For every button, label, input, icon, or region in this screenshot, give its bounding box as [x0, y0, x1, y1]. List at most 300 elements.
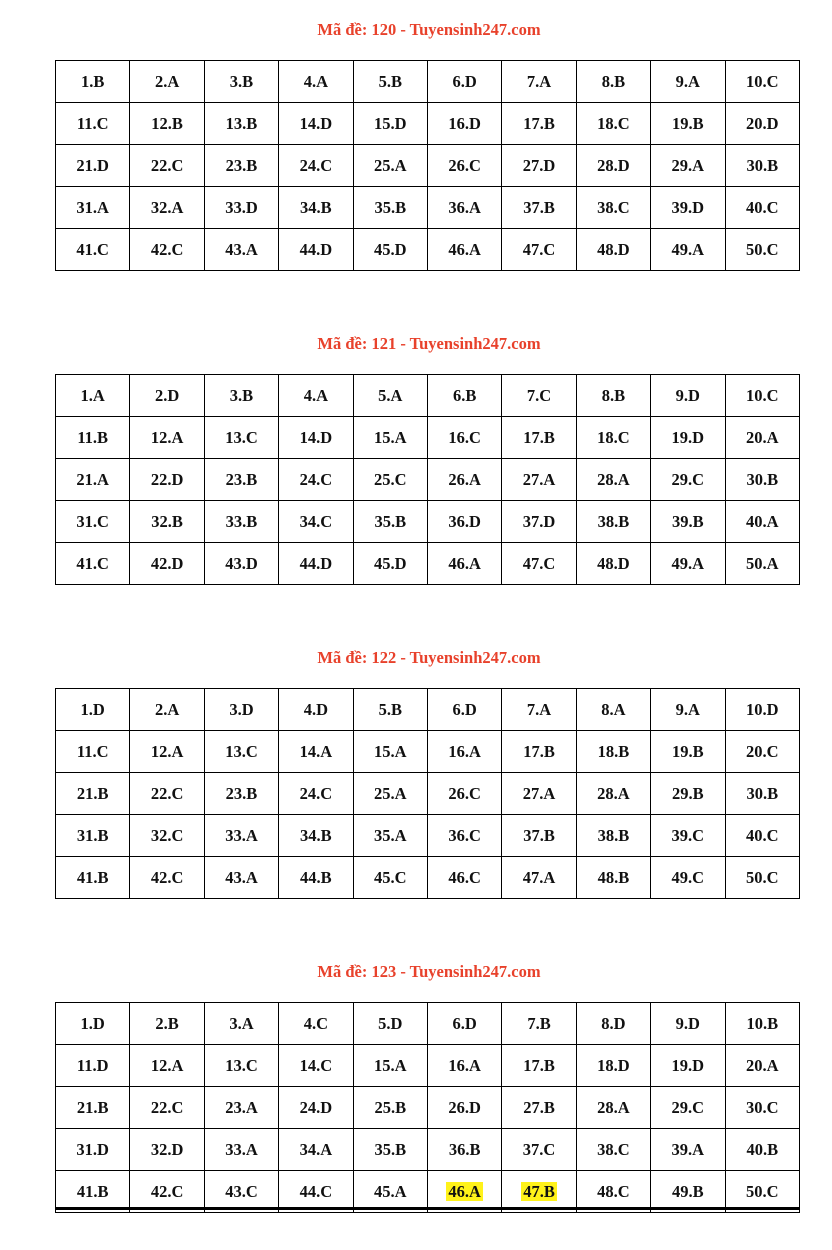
answer-text: 3.B: [229, 71, 254, 91]
answer-text: 47.A: [522, 867, 556, 887]
answer-text: 22.D: [150, 469, 184, 489]
answer-text: 21.A: [76, 469, 109, 489]
answer-text: 36.B: [448, 1139, 481, 1159]
answer-text: 15.A: [373, 1055, 407, 1075]
answer-text: 28.A: [597, 1097, 630, 1117]
answer-cell: [353, 145, 427, 187]
answer-text: 44.C: [299, 1181, 333, 1201]
answer-cell: [279, 375, 353, 417]
exam-title: Mã đề: 121 - Tuyensinh247.com: [317, 334, 541, 353]
answer-text: 2.A: [154, 699, 180, 719]
answer-cell: [279, 689, 353, 731]
answer-cell: [279, 1003, 353, 1045]
answer-table: [55, 374, 800, 585]
answer-text: 24.C: [299, 469, 333, 489]
answer-cell: [576, 1087, 650, 1129]
answer-text: 50.C: [745, 1181, 779, 1201]
answer-cell: [725, 731, 799, 773]
answer-text: 34.B: [300, 197, 332, 217]
answer-text: 18.D: [597, 1055, 630, 1075]
answer-text: 16.A: [448, 741, 481, 761]
answer-cell: [576, 731, 650, 773]
answer-cell: [427, 187, 501, 229]
answer-text: 27.B: [523, 1097, 555, 1117]
answer-cell: [130, 375, 204, 417]
page-bottom-rule: [55, 1207, 800, 1210]
answer-row: [56, 815, 800, 857]
answer-text: 6.D: [452, 699, 477, 719]
answer-text: 43.A: [225, 867, 258, 887]
answer-cell: [130, 689, 204, 731]
answer-text: 39.A: [671, 1139, 705, 1159]
answer-cell: [56, 459, 130, 501]
answer-cell: [56, 187, 130, 229]
answer-text: 29.C: [671, 469, 705, 489]
answer-text: 48.C: [597, 1181, 630, 1201]
answer-cell: [651, 1045, 725, 1087]
answer-cell: [130, 103, 204, 145]
answer-cell: [725, 103, 799, 145]
answer-text: 35.B: [374, 197, 407, 217]
answer-cell: [427, 417, 501, 459]
answer-cell: [576, 773, 650, 815]
answer-cell: [576, 145, 650, 187]
answer-cell: [56, 1003, 130, 1045]
answer-row: [56, 1129, 800, 1171]
answer-cell: [576, 1045, 650, 1087]
answer-cell: [576, 103, 650, 145]
answer-cell: [651, 459, 725, 501]
answer-text: 22.C: [150, 1097, 184, 1117]
answer-cell: [204, 229, 278, 271]
answer-table: [55, 60, 800, 271]
answer-cell: [725, 689, 799, 731]
answer-cell: [725, 501, 799, 543]
answer-cell: [353, 1129, 427, 1171]
answer-cell: [427, 689, 501, 731]
answer-text: 7.C: [526, 385, 552, 405]
answer-text: 16.A: [448, 1055, 481, 1075]
answer-cell: [353, 1087, 427, 1129]
answer-text: 31.D: [76, 1139, 109, 1159]
answer-cell: [130, 815, 204, 857]
answer-text: 13.C: [225, 427, 258, 447]
answer-cell: [651, 61, 725, 103]
answer-text: 29.B: [672, 783, 704, 803]
answer-text: 19.D: [671, 427, 705, 447]
answer-cell: [130, 543, 204, 585]
answer-text: 26.C: [448, 155, 481, 175]
answer-cell: [651, 1087, 725, 1129]
answer-text: 11.C: [76, 741, 109, 761]
answer-text: 45.A: [373, 1181, 407, 1201]
answer-text: 16.C: [448, 427, 481, 447]
answer-text: 4.A: [303, 385, 329, 405]
answer-text: 44.B: [300, 867, 332, 887]
answer-text: 28.D: [597, 155, 630, 175]
answer-cell: [279, 857, 353, 899]
answer-text: 19.D: [671, 1055, 705, 1075]
answer-cell: [427, 501, 501, 543]
answer-text: 2.B: [155, 1013, 179, 1033]
answer-cell: [502, 1087, 576, 1129]
answer-text: 10.C: [745, 71, 779, 91]
exam-title: Mã đề: 123 - Tuyensinh247.com: [317, 962, 541, 981]
answer-cell: [204, 375, 278, 417]
answer-cell: [651, 1129, 725, 1171]
answer-cell: [427, 731, 501, 773]
answer-text: 16.D: [448, 113, 481, 133]
answer-text: 22.C: [150, 783, 184, 803]
answer-text: 10.B: [746, 1013, 779, 1033]
answer-cell: [651, 689, 725, 731]
answer-row: [56, 1087, 800, 1129]
answer-text: 35.A: [373, 825, 407, 845]
answer-text: 32.B: [151, 511, 183, 531]
answer-cell: [353, 815, 427, 857]
answer-text: 30.B: [746, 783, 779, 803]
answer-text: 20.A: [745, 1055, 779, 1075]
answer-text: 38.B: [597, 511, 630, 531]
answer-text: 36.D: [448, 511, 481, 531]
answer-cell: [427, 103, 501, 145]
answer-cell: [725, 1087, 799, 1129]
answer-cell: [725, 1129, 799, 1171]
answer-cell: [576, 1129, 650, 1171]
answer-row: [56, 103, 800, 145]
answer-cell: [353, 501, 427, 543]
answer-cell: [725, 145, 799, 187]
answer-cell: [56, 543, 130, 585]
answer-cell: [130, 1129, 204, 1171]
answer-row: [56, 857, 800, 899]
answer-text: 33.B: [225, 511, 258, 531]
answer-cell: [427, 1045, 501, 1087]
answer-text: 20.C: [745, 741, 779, 761]
answer-text: 39.D: [671, 197, 705, 217]
answer-text: 23.B: [225, 783, 258, 803]
answer-cell: [651, 543, 725, 585]
answer-text: 42.C: [150, 239, 184, 259]
answer-row: [56, 375, 800, 417]
answer-cell: [725, 187, 799, 229]
answer-cell: [353, 1003, 427, 1045]
answer-text: 40.C: [745, 197, 779, 217]
answer-text: 49.B: [672, 1181, 704, 1201]
answer-text: 23.B: [225, 155, 258, 175]
answer-text: 38.C: [597, 1139, 630, 1159]
answer-row: [56, 187, 800, 229]
answer-cell: [353, 857, 427, 899]
answer-text: 14.A: [299, 741, 333, 761]
answer-cell: [56, 773, 130, 815]
answer-text: 17.B: [523, 1055, 555, 1075]
answer-cell: [502, 689, 576, 731]
answer-text: 8.B: [601, 71, 626, 91]
answer-cell: [130, 857, 204, 899]
answer-cell: [204, 1087, 278, 1129]
answer-row: [56, 417, 800, 459]
answer-cell: [130, 459, 204, 501]
answer-cell: [427, 1003, 501, 1045]
answer-text: 6.B: [452, 385, 477, 405]
answer-text: 30.C: [745, 1097, 779, 1117]
answer-cell: [576, 375, 650, 417]
answer-text: 35.B: [374, 1139, 407, 1159]
answer-text: 17.B: [523, 741, 555, 761]
answer-cell: [576, 187, 650, 229]
answer-cell: [502, 773, 576, 815]
answer-text: 28.A: [597, 469, 630, 489]
answer-text: 7.B: [527, 1013, 551, 1033]
answer-text: 2.D: [154, 385, 180, 405]
answer-cell: [204, 731, 278, 773]
answer-cell: [56, 417, 130, 459]
answer-row: [56, 773, 800, 815]
answer-text: 1.D: [80, 1013, 105, 1033]
answer-cell: [56, 501, 130, 543]
answer-text: 3.B: [229, 385, 254, 405]
answer-cell: [725, 543, 799, 585]
answer-cell: [651, 103, 725, 145]
exam-title: Mã đề: 120 - Tuyensinh247.com: [317, 20, 541, 39]
answer-row: [56, 61, 800, 103]
answer-cell: [130, 187, 204, 229]
answer-table: [55, 1002, 800, 1213]
answer-cell: [279, 229, 353, 271]
answer-text: 29.A: [671, 155, 705, 175]
answer-text: 30.B: [746, 469, 779, 489]
answer-cell: [353, 229, 427, 271]
answer-text: 9.D: [675, 385, 700, 405]
answer-cell: [279, 773, 353, 815]
answer-text: 12.B: [151, 113, 183, 133]
answer-text: 7.A: [526, 699, 552, 719]
answer-text: 12.A: [150, 1055, 184, 1075]
answer-text: 31.B: [76, 825, 109, 845]
answer-cell: [651, 773, 725, 815]
answer-text: 22.C: [150, 155, 184, 175]
answer-cell: [204, 773, 278, 815]
answer-text: 1.A: [80, 385, 105, 405]
answer-text: 48.D: [597, 239, 630, 259]
answer-text: 27.A: [522, 469, 556, 489]
answer-text: 5.A: [378, 385, 403, 405]
answer-text: 41.C: [76, 553, 109, 573]
answer-cell: [130, 1045, 204, 1087]
answer-cell: [427, 1087, 501, 1129]
answer-cell: [56, 1045, 130, 1087]
answer-text: 41.B: [76, 1181, 109, 1201]
answer-text: 3.A: [229, 1013, 254, 1033]
answer-text: 18.C: [597, 427, 630, 447]
answer-cell: [725, 459, 799, 501]
answer-text: 13.C: [225, 741, 258, 761]
answer-cell: [427, 857, 501, 899]
answer-cell: [130, 1003, 204, 1045]
answer-text: 8.D: [601, 1013, 626, 1033]
answer-cell: [353, 1045, 427, 1087]
answer-text: 36.C: [448, 825, 481, 845]
answer-row: [56, 1045, 800, 1087]
answer-cell: [204, 61, 278, 103]
answer-cell: [279, 1087, 353, 1129]
answer-cell: [427, 459, 501, 501]
answer-cell: [353, 689, 427, 731]
answer-cell: [651, 375, 725, 417]
answer-text: 40.B: [746, 1139, 779, 1159]
answer-cell: [130, 501, 204, 543]
answer-text: 41.C: [76, 239, 109, 259]
answer-cell: [502, 1003, 576, 1045]
answer-text: 30.B: [746, 155, 779, 175]
answer-cell: [427, 375, 501, 417]
answer-cell: [502, 731, 576, 773]
answer-text: 42.C: [150, 1181, 184, 1201]
answer-cell: [651, 1003, 725, 1045]
answer-cell: [56, 857, 130, 899]
answer-cell: [56, 61, 130, 103]
answer-cell: [353, 417, 427, 459]
answer-cell: [427, 773, 501, 815]
answer-text: 14.D: [299, 113, 333, 133]
answer-cell: [279, 543, 353, 585]
answer-text: 19.B: [672, 741, 704, 761]
answer-text: 12.A: [150, 427, 184, 447]
answer-text: 4.D: [303, 699, 329, 719]
answer-text: 23.A: [225, 1097, 258, 1117]
answer-cell: [56, 1129, 130, 1171]
answer-text: 27.A: [522, 783, 556, 803]
answer-cell: [279, 187, 353, 229]
answer-text: 38.C: [597, 197, 630, 217]
answer-text: 49.C: [671, 867, 705, 887]
answer-cell: [502, 1045, 576, 1087]
answer-row: [56, 689, 800, 731]
answer-text: 26.C: [448, 783, 481, 803]
answer-text: 24.C: [299, 155, 333, 175]
answer-text: 45.C: [373, 867, 407, 887]
answer-cell: [651, 229, 725, 271]
answer-text: 43.D: [225, 553, 258, 573]
answer-cell: [279, 731, 353, 773]
answer-text: 49.A: [671, 553, 705, 573]
answer-cell: [204, 103, 278, 145]
answer-text: 37.B: [523, 197, 555, 217]
answer-cell: [204, 1045, 278, 1087]
answer-cell: [204, 501, 278, 543]
answer-text: 34.C: [299, 511, 333, 531]
answer-cell: [651, 857, 725, 899]
answer-cell: [576, 815, 650, 857]
answer-text: 28.A: [597, 783, 630, 803]
answer-text: 34.B: [300, 825, 332, 845]
answer-cell: [725, 375, 799, 417]
answer-cell: [204, 815, 278, 857]
answer-cell: [427, 1129, 501, 1171]
answer-cell: [279, 1045, 353, 1087]
answer-cell: [651, 187, 725, 229]
answer-cell: [576, 543, 650, 585]
answer-text: 50.C: [745, 239, 779, 259]
answer-text: 33.D: [225, 197, 258, 217]
answer-cell: [204, 145, 278, 187]
answer-text: 14.C: [299, 1055, 333, 1075]
answer-text: 44.D: [299, 239, 333, 259]
answer-cell: [427, 543, 501, 585]
answer-cell: [502, 815, 576, 857]
answer-cell: [204, 1129, 278, 1171]
answer-cell: [651, 145, 725, 187]
answer-cell: [204, 187, 278, 229]
answer-cell: [130, 773, 204, 815]
answer-text: 42.C: [150, 867, 184, 887]
answer-cell: [56, 145, 130, 187]
answer-text: 45.D: [373, 553, 407, 573]
answer-cell: [651, 417, 725, 459]
answer-text: 13.C: [225, 1055, 258, 1075]
answer-cell: [502, 103, 576, 145]
answer-cell: [576, 459, 650, 501]
answer-text: 15.D: [373, 113, 407, 133]
answer-text: 43.C: [225, 1181, 258, 1201]
answer-cell: [651, 501, 725, 543]
answer-text: 41.B: [76, 867, 109, 887]
answer-text: 25.C: [373, 469, 407, 489]
answer-row: [56, 459, 800, 501]
answer-text: 20.D: [745, 113, 779, 133]
answer-cell: [725, 1045, 799, 1087]
answer-row: [56, 731, 800, 773]
answer-cell: [204, 857, 278, 899]
answer-text: 50.A: [745, 553, 779, 573]
answer-text: 32.D: [150, 1139, 184, 1159]
answer-cell: [204, 543, 278, 585]
answer-text: 9.A: [675, 699, 700, 719]
answer-text: 40.C: [745, 825, 779, 845]
answer-text: 5.B: [378, 71, 402, 91]
answer-row: [56, 1003, 800, 1045]
answer-cell: [502, 543, 576, 585]
answer-cell: [353, 187, 427, 229]
answer-text: 45.D: [373, 239, 407, 259]
answer-text: 1.B: [81, 71, 105, 91]
answer-text: 46.A: [448, 239, 481, 259]
answer-row: [56, 501, 800, 543]
answer-text: 35.B: [374, 511, 407, 531]
answer-text: 43.A: [225, 239, 258, 259]
answer-text: 8.A: [601, 699, 626, 719]
answer-cell: [279, 145, 353, 187]
answer-cell: [279, 1129, 353, 1171]
answer-text: 39.B: [672, 511, 704, 531]
answer-text: 33.A: [225, 825, 258, 845]
answer-text: 38.B: [597, 825, 630, 845]
answer-table: [55, 688, 800, 899]
answer-text: 18.B: [597, 741, 630, 761]
answer-row: [56, 229, 800, 271]
answer-cell: [56, 229, 130, 271]
answer-text: 14.D: [299, 427, 333, 447]
answer-text: 33.A: [225, 1139, 258, 1159]
answer-text: 24.C: [299, 783, 333, 803]
answer-cell: [204, 689, 278, 731]
answer-text: 23.B: [225, 469, 258, 489]
answer-cell: [502, 375, 576, 417]
answer-cell: [502, 145, 576, 187]
answer-text: 37.B: [523, 825, 555, 845]
answer-text: 15.A: [373, 427, 407, 447]
